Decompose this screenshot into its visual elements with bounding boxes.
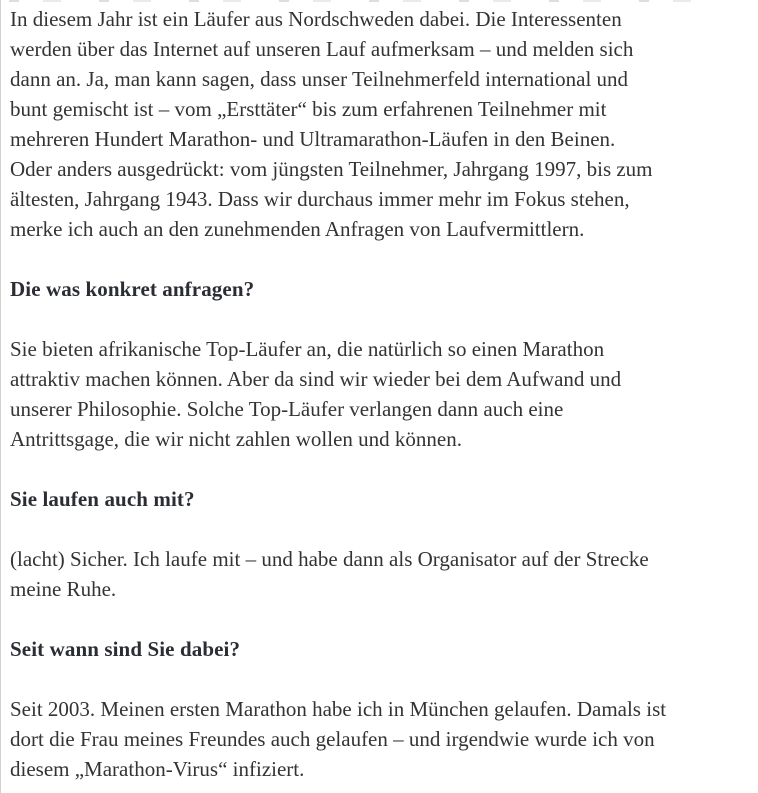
text-line: Antrittsgage, die wir nicht zahlen wollen und können. bbox=[10, 427, 462, 451]
text-line: unserer Philosophie. Solche Top-Läufer verlangen dann auch eine bbox=[10, 397, 564, 421]
interview-question-heading: Sie laufen auch mit? bbox=[10, 487, 195, 511]
paragraph bbox=[10, 4, 734, 244]
text-line: In diesem Jahr ist ein Läufer aus Nordschweden dabei. Die Interessenten bbox=[10, 7, 622, 31]
paragraph bbox=[10, 544, 734, 604]
text-line: Seit 2003. Meinen ersten Marathon habe ich in München gelaufen. Damals ist bbox=[10, 697, 667, 721]
text-line: dann an. Ja, man kann sagen, dass unser Teilnehmerfeld international und bbox=[10, 67, 629, 91]
interview-question-heading: Die was konkret anfragen? bbox=[10, 277, 255, 301]
text-line: ältesten, Jahrgang 1943. Dass wir durchaus immer mehr im Fokus stehen, bbox=[10, 187, 630, 211]
text-line: (lacht) Sicher. Ich laufe mit – und habe dann als Organisator auf der Strecke bbox=[10, 547, 649, 571]
text-line: attraktiv machen können. Aber da sind wir wieder bei dem Aufwand und bbox=[10, 367, 622, 391]
text-line: werden über das Internet auf unseren Lauf aufmerksam – und melden sich bbox=[10, 37, 634, 61]
text-line: merke ich auch an den zunehmenden Anfragen von Laufvermittlern. bbox=[10, 217, 585, 241]
text-line: meine Ruhe. bbox=[10, 577, 117, 601]
text-line: Sie bieten afrikanische Top-Läufer an, die natürlich so einen Marathon bbox=[10, 337, 605, 361]
paragraph bbox=[10, 334, 734, 454]
interview-question-heading: Seit wann sind Sie dabei? bbox=[10, 637, 241, 661]
text-line: dort die Frau meines Freundes auch gelaufen – und irgendwie wurde ich von bbox=[10, 727, 655, 751]
text-line: diesem „Marathon-Virus“ infiziert. bbox=[10, 757, 305, 781]
paragraph bbox=[10, 694, 734, 784]
text-line: Oder anders ausgedrückt: vom jüngsten Teilnehmer, Jahrgang 1997, bis zum bbox=[10, 157, 653, 181]
text-line: mehreren Hundert Marathon- und Ultramarathon-Läufen in den Beinen. bbox=[10, 127, 616, 151]
text-line: bunt gemischt ist – vom „Ersttäter“ bis zum erfahrenen Teilnehmer mit bbox=[10, 97, 607, 121]
